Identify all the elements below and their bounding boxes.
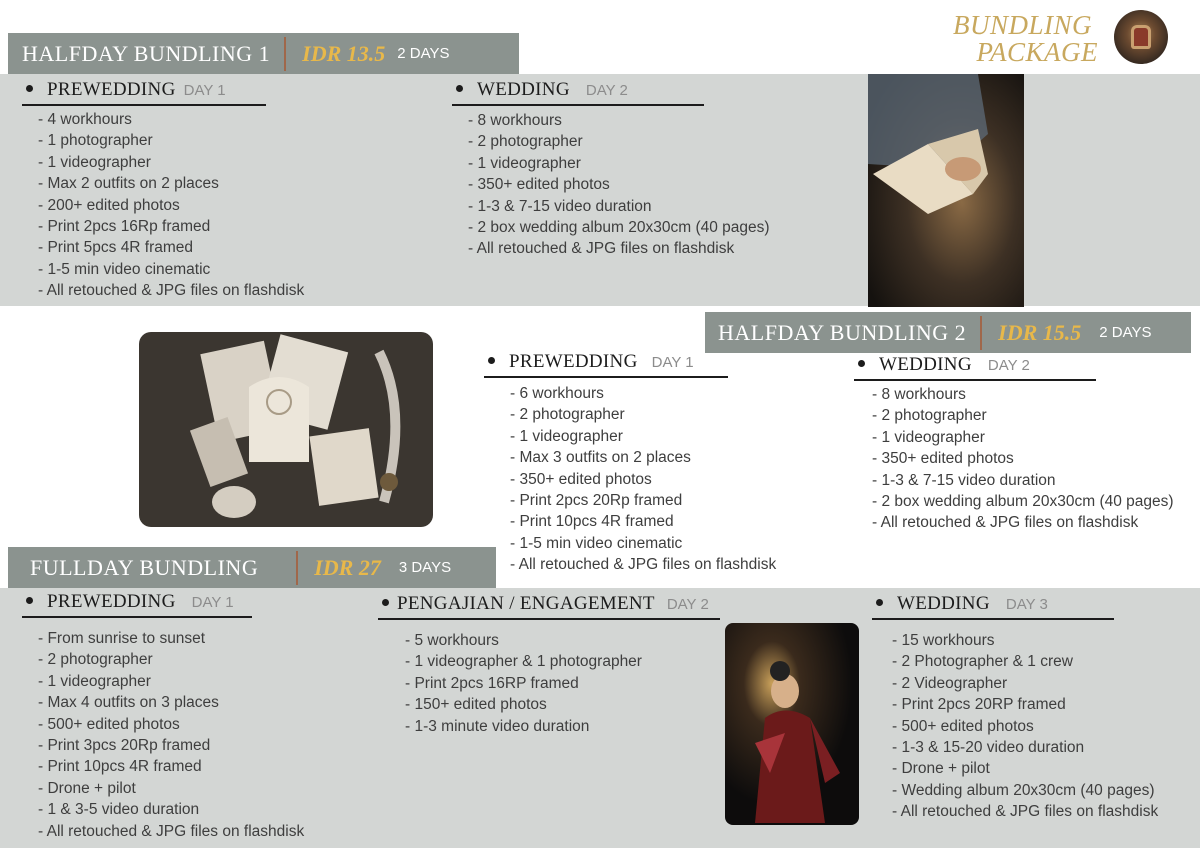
list-item: - 350+ edited photos [468, 176, 610, 194]
halfday1-tag [8, 33, 519, 74]
feature-list [468, 110, 770, 260]
feature-list [892, 630, 1158, 823]
package-name: FULLDAY BUNDLING [30, 554, 259, 580]
fullday-engagement [378, 593, 720, 737]
section-header [452, 79, 704, 106]
section-title: WEDDING [879, 354, 972, 375]
package-days: 2 DAYS [1099, 324, 1152, 341]
section-header [854, 354, 1096, 381]
package-days: 2 DAYS [397, 45, 450, 62]
package-days: 3 DAYS [398, 559, 452, 576]
package-price: IDR 15.5 [998, 319, 1082, 345]
bullet-icon [26, 85, 33, 92]
halfday2-wedding [854, 354, 1174, 534]
section-day: DAY 3 [1005, 596, 1048, 613]
list-item: - Max 3 outfits on 2 places [510, 449, 691, 467]
bullet-icon [488, 357, 495, 364]
package-price: IDR 27 [314, 554, 381, 580]
list-item: - All retouched & JPG files on flashdisk [38, 822, 305, 840]
brand-line-2: PACKAGE [976, 37, 1098, 67]
bullet-icon [876, 599, 883, 606]
section-header [22, 591, 252, 618]
bullet-icon [26, 597, 33, 604]
list-item: - Drone + pilot [892, 760, 990, 778]
logo-emblem-icon [1131, 25, 1151, 49]
section-header [872, 593, 1114, 620]
section-title: PREWEDDING [509, 351, 638, 372]
package-name: HALFDAY BUNDLING 2 [718, 319, 967, 345]
brand-title [952, 10, 1098, 67]
section-title: PREWEDDING [47, 591, 176, 612]
section-day: DAY 1 [191, 594, 234, 611]
list-item: - 1 & 3-5 video duration [38, 801, 200, 819]
list-item: - Print 2pcs 16Rp framed [38, 218, 211, 236]
list-item: - 8 workhours [872, 386, 966, 403]
package-name: HALFDAY BUNDLING 1 [22, 40, 271, 66]
list-item: - 2 box wedding album 20x30cm (40 pages) [872, 493, 1174, 511]
section-title: WEDDING [897, 593, 990, 614]
list-item: - 350+ edited photos [510, 470, 652, 488]
list-item: - 2 photographer [468, 133, 583, 151]
list-item: - 5 workhours [405, 632, 499, 649]
tag-divider [980, 316, 982, 350]
list-item: - 500+ edited photos [38, 715, 180, 733]
list-item: - Max 2 outfits on 2 places [38, 175, 219, 193]
halfday2-tag [705, 312, 1191, 353]
feature-list [872, 384, 1174, 534]
package-price: IDR 13.5 [302, 40, 386, 66]
list-item: - 1 videographer [38, 153, 151, 171]
list-item: - From sunrise to sunset [38, 630, 206, 647]
list-item: - All retouched & JPG files on flashdisk [510, 556, 777, 574]
list-item: - Print 10pcs 4R framed [38, 758, 202, 776]
halfday1-prewedding [22, 79, 304, 302]
photo-reading-book [868, 74, 1024, 307]
list-item: - 2 box wedding album 20x30cm (40 pages) [468, 219, 770, 237]
bullet-icon [382, 599, 389, 606]
list-item: - 1-3 & 7-15 video duration [872, 471, 1056, 489]
fullday-wedding [872, 593, 1158, 823]
list-item: - 1-3 & 15-20 video duration [892, 739, 1085, 757]
list-item: - Print 2pcs 16RP framed [405, 674, 579, 692]
list-item: - 1 videographer [872, 428, 985, 446]
list-item: - 1 videographer [510, 427, 623, 445]
list-item: - All retouched & JPG files on flashdisk [892, 803, 1159, 821]
section-day: DAY 2 [666, 596, 709, 613]
list-item: - 4 workhours [38, 111, 132, 128]
list-item: - Print 2pcs 20Rp framed [510, 492, 683, 510]
studio-logo-icon [1114, 10, 1168, 64]
list-item: - Max 4 outfits on 3 places [38, 694, 219, 712]
halfday1-wedding [452, 79, 770, 260]
feature-list [38, 109, 304, 302]
section-day: DAY 1 [651, 354, 694, 371]
bullet-icon [858, 360, 865, 367]
list-item: - 1 videographer [468, 154, 581, 172]
list-item: - All retouched & JPG files on flashdisk [38, 282, 305, 300]
list-item: - 1-3 & 7-15 video duration [468, 197, 652, 215]
list-item: - All retouched & JPG files on flashdisk [468, 240, 735, 258]
photo-invitation-flatlay [139, 332, 433, 527]
photo-traditional-dress [725, 623, 859, 825]
list-item: - 1-5 min video cinematic [510, 534, 683, 552]
list-item: - 1 videographer & 1 photographer [405, 653, 642, 671]
list-item: - Wedding album 20x30cm (40 pages) [892, 781, 1155, 799]
brand-line-1: BUNDLING [952, 10, 1092, 40]
fullday-tag [8, 547, 496, 588]
list-item: - 2 photographer [510, 406, 625, 424]
bullet-icon [456, 85, 463, 92]
halfday2-prewedding [484, 351, 776, 576]
section-title: PREWEDDING [47, 79, 176, 100]
list-item: - 150+ edited photos [405, 696, 547, 714]
list-item: - 1 photographer [38, 132, 153, 150]
list-item: - 200+ edited photos [38, 196, 180, 214]
section-day: DAY 2 [987, 357, 1030, 374]
feature-list [510, 383, 776, 576]
list-item: - 1-5 min video cinematic [38, 260, 211, 278]
list-item: - 1-3 minute video duration [405, 717, 590, 735]
feature-list [405, 630, 720, 737]
section-header [22, 79, 266, 106]
section-day: DAY 1 [183, 82, 226, 99]
list-item: - Print 2pcs 20RP framed [892, 696, 1066, 714]
section-header [378, 593, 720, 620]
list-item: - 2 photographer [38, 651, 153, 669]
tag-divider [296, 551, 298, 585]
section-title: PENGAJIAN / ENGAGEMENT [397, 593, 655, 614]
list-item: - 2 Photographer & 1 crew [892, 653, 1073, 671]
list-item: - Print 5pcs 4R framed [38, 239, 194, 257]
list-item: - 2 Videographer [892, 674, 1008, 692]
section-header [484, 351, 728, 378]
list-item: - 350+ edited photos [872, 450, 1014, 468]
list-item: - 15 workhours [892, 632, 995, 649]
list-item: - Drone + pilot [38, 779, 136, 797]
section-title: WEDDING [477, 79, 570, 100]
list-item: - All retouched & JPG files on flashdisk [872, 514, 1139, 532]
list-item: - 2 photographer [872, 407, 987, 425]
list-item: - 8 workhours [468, 112, 562, 129]
tag-divider [284, 37, 286, 71]
fullday-prewedding [22, 591, 304, 842]
list-item: - 6 workhours [510, 385, 604, 402]
list-item: - 500+ edited photos [892, 717, 1034, 735]
list-item: - Print 3pcs 20Rp framed [38, 737, 211, 755]
feature-list [38, 628, 304, 842]
list-item: - Print 10pcs 4R framed [510, 513, 674, 531]
section-day: DAY 2 [585, 82, 628, 99]
list-item: - 1 videographer [38, 672, 151, 690]
